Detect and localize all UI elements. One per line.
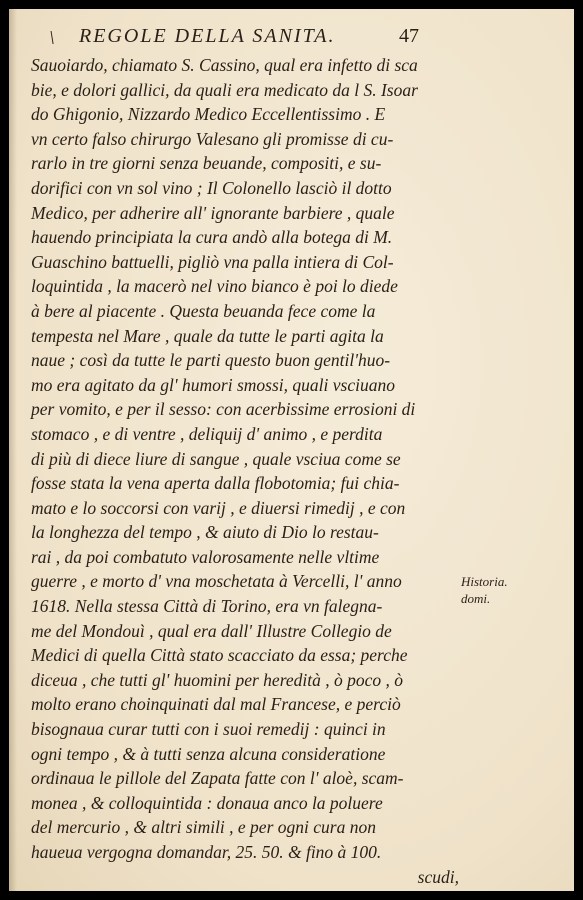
header-mark: \ bbox=[49, 27, 57, 49]
text-line: del mercurio , & altri simili , e per ogni cura non bbox=[31, 817, 376, 838]
text-line: naue ; così da tutte le parti questo buon gentil'huo- bbox=[31, 350, 391, 371]
text-line: monea , & colloquintida : donaua anco la poluere bbox=[31, 792, 383, 813]
text-line: rai , da poi combatuto valorosamente nelle vltime bbox=[31, 546, 380, 567]
text-line: rarlo in tre giorni senza beuande, compositi, e su- bbox=[31, 153, 382, 174]
text-line: hauendo principiata la cura andò alla botega di M. bbox=[31, 227, 393, 248]
text-line: ordinaua le pillole del Zapata fatte con l' aloè, scam- bbox=[31, 768, 404, 789]
text-line: la longhezza del tempo , & aiuto di Dio lo restau- bbox=[31, 522, 379, 543]
text-line: bisognaua curar tutti con i suoi remedij : quinci in bbox=[31, 719, 386, 740]
book-page bbox=[9, 9, 574, 891]
page-header bbox=[45, 25, 545, 49]
text-line: mo era agitato da gl' humori smossi, quali vsciuano bbox=[31, 374, 395, 395]
text-line: mato e lo soccorsi con varij , e diuersi rimedij , e con bbox=[31, 497, 406, 518]
catchword: scudi, bbox=[417, 866, 459, 887]
text-line: Medico, per adherire all' ignorante barbiere , quale bbox=[31, 202, 395, 223]
text-line: à bere al piacente . Questa beuanda fece come la bbox=[31, 300, 376, 321]
text-line: do Ghigonio, Nizzardo Medico Eccellentissimo . E bbox=[31, 104, 386, 125]
margin-note bbox=[461, 573, 541, 607]
text-line: vn certo falso chirurgo Valesano gli promisse di cu- bbox=[31, 128, 394, 149]
running-title: REGOLE DELLA SANITA. bbox=[79, 25, 336, 47]
text-line: tempesta nel Mare , quale da tutte le parti agita la bbox=[31, 325, 384, 346]
text-line: me del Mondouì , qual era dall' Illustre Collegio de bbox=[31, 620, 392, 641]
text-line: di più di diece liure di sangue , quale vsciua come se bbox=[31, 448, 401, 469]
text-line: loquintida , la macerò nel vino bianco è poi lo diede bbox=[31, 276, 398, 297]
text-line: bie, e dolori gallici, da quali era medicato da l S. Isoar bbox=[31, 79, 418, 100]
text-line: molto erano choinquinati dal mal Francese, e perciò bbox=[31, 694, 401, 715]
text-line: guerre , e morto d' vna moschetata à Vercelli, l' anno bbox=[31, 571, 402, 592]
text-line: per vomito, e per il sesso: con acerbissime errosioni di bbox=[31, 399, 416, 420]
text-line: dorifici con vn sol vino ; Il Colonello lasciò il dotto bbox=[31, 177, 392, 198]
page-gutter-shadow bbox=[9, 9, 17, 891]
body-text bbox=[31, 53, 459, 889]
text-line: 1618. Nella stessa Città di Torino, era vn falegna- bbox=[31, 596, 383, 617]
text-line: ogni tempo , & à tutti senza alcuna consideratione bbox=[31, 743, 386, 764]
margin-note-line: domi. bbox=[461, 591, 491, 606]
text-line: Medici di quella Città stato scacciato da essa; perche bbox=[31, 645, 408, 666]
text-line: diceua , che tutti gl' huomini per heredità , ò poco , ò bbox=[31, 669, 403, 690]
text-line: Guaschino battuelli, pigliò vna palla intiera di Col- bbox=[31, 251, 394, 272]
text-line: haueua vergogna domandar, 25. 50. & fino à 100. bbox=[31, 842, 382, 862]
margin-note-line: Historia. bbox=[461, 574, 508, 589]
text-line: fosse stata la vena aperta dalla flobotomia; fui chia- bbox=[31, 473, 400, 494]
page-number: 47 bbox=[399, 25, 419, 47]
text-line: stomaco , e di ventre , deliquij d' animo , e perdita bbox=[31, 423, 383, 444]
text-line: Sauoiardo, chiamato S. Cassino, qual era infetto di sca bbox=[31, 55, 418, 75]
